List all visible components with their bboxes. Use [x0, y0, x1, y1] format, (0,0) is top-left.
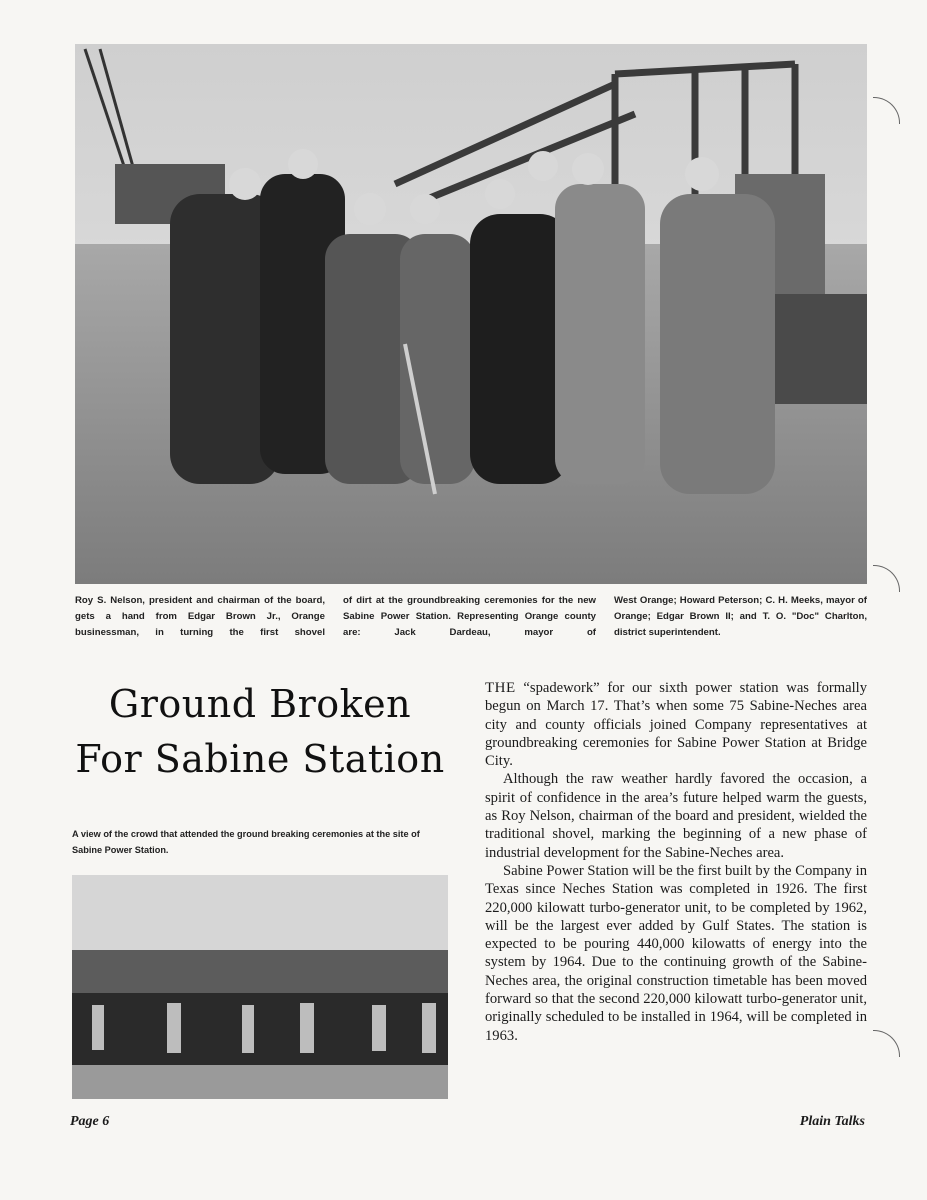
article-paragraph-2: Although the raw weather hardly favored the occasion, a spirit of confidence in the area’s future helped warm the guests, as Roy Nelson, chairman of the board and president, wielded the traditional shovel, marking the beginning of a new phase of industrial development for the Sabine-Neches area. [485, 771, 867, 861]
article-body [485, 679, 867, 1045]
groundbreaking-photo [75, 44, 867, 584]
binder-hole-mark [873, 1030, 900, 1057]
publication-name: Plain Talks [799, 1114, 865, 1129]
article-paragraph-3: Sabine Power Station will be the first built by the Company in Texas since Neches Station was completed in 1926. The first 220,000 kilowatt turbo-generator unit, to be completed by 1962, will be the largest ever added by Gulf States. The station is expected to be pouring 440,000 kilowatts of energy into the system by 1964. Due to the continuing growth of the Sabine-Neches area, the original construction timetable has been moved forward so that the second 220,000 kilowatt turbo-generator unit, originally scheduled to be installed in 1964, will be completed in 1963. [485, 862, 867, 1044]
binder-hole-mark [873, 565, 900, 592]
photo-caption-column-2: of dirt at the groundbreaking ceremonies for the new Sabine Power Station. Representing Orange county are: Jack Dardeau, mayor of [343, 595, 596, 638]
article-dropcap: THE [485, 680, 516, 696]
headline-line-2: For Sabine Station [75, 737, 445, 781]
headline-line-1: Ground Broken [108, 682, 412, 726]
article-paragraph-1: THE “spadework” for our sixth power station was formally begun on March 17. That’s when some 75 Sabine-Neches area city and county officials joined Company representatives at groundbreaking ceremonies for Sabine Power Station at Bridge City. [485, 680, 867, 770]
binder-hole-mark [873, 97, 900, 124]
crowd-photo-caption: A view of the crowd that attended the ground breaking ceremonies at the site of Sabine Power Station. [72, 829, 420, 855]
crowd-photo [72, 875, 448, 1099]
page-number: Page 6 [70, 1114, 110, 1129]
photo-caption-column-3: West Orange; Howard Peterson; C. H. Meeks, mayor of Orange; Edgar Brown II; and T. O. "Doc" Charlton, district superintendent. [614, 595, 867, 638]
photo-caption-column-1: Roy S. Nelson, president and chairman of the board, gets a hand from Edgar Brown Jr., Orange businessman, in turning the first shovel [75, 595, 325, 638]
